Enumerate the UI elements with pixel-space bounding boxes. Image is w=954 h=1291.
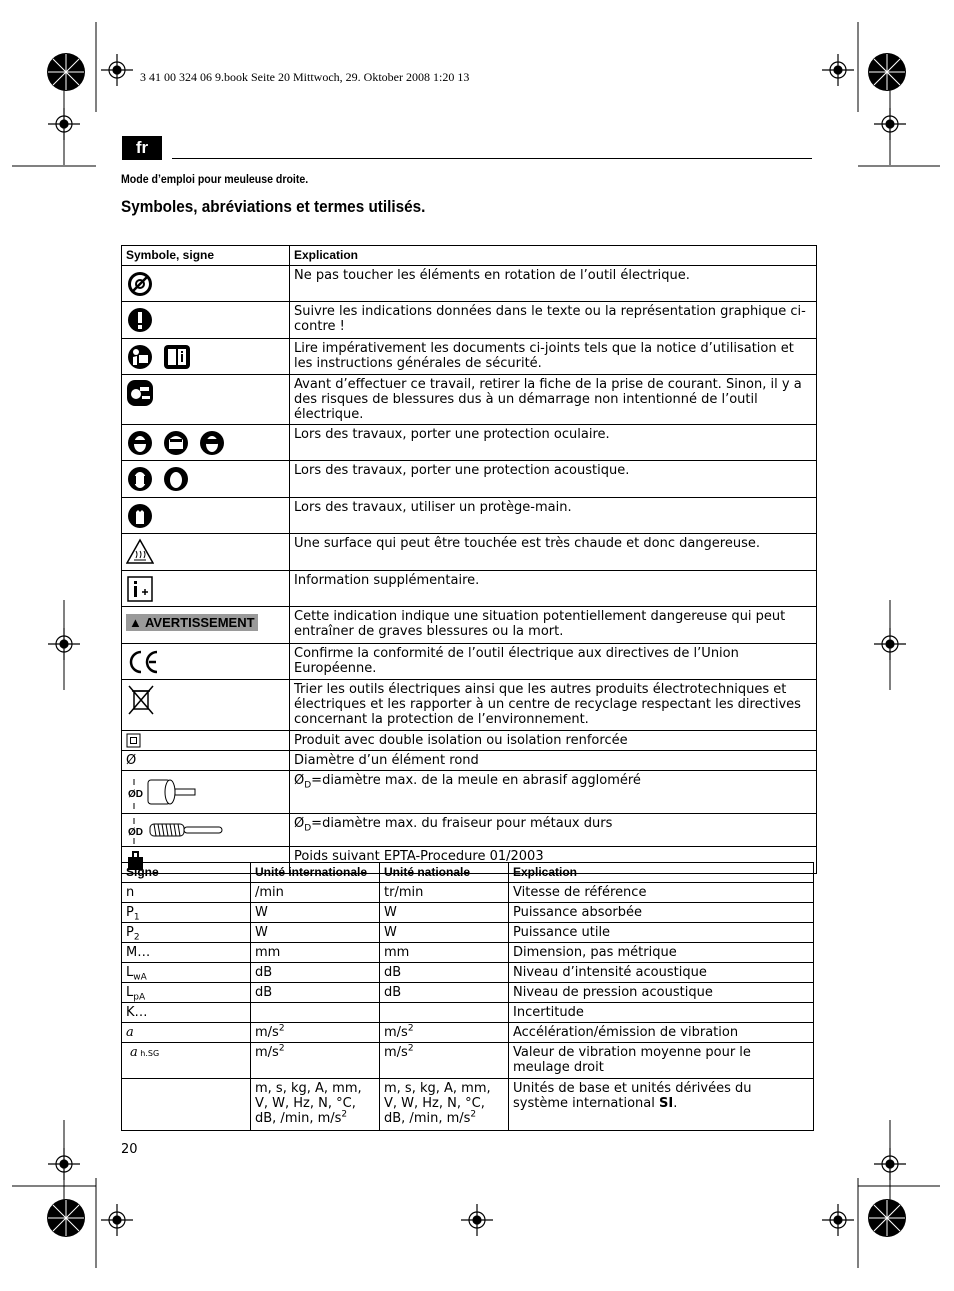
table-row: [122, 923, 814, 943]
ear-muffs-icon: [162, 463, 190, 493]
symbol-cell: [122, 375, 290, 425]
intl-cell: $m/s^2$: [251, 1043, 380, 1079]
diameter-sub: D: [304, 823, 312, 834]
expl-cell: Vitesse de référence: [509, 883, 814, 903]
unplug-icon: [126, 377, 154, 407]
document-subtitle: Mode d’emploi pour meuleuse droite.: [121, 172, 309, 186]
explication-cell: Suivre les indications données dans le texte ou la représentation graphique ci-contre !: [290, 302, 817, 339]
no-touch-rotating-icon: [126, 268, 154, 298]
table-row: [122, 983, 814, 1003]
diameter-sign: Ø: [294, 816, 305, 831]
symbols-table: [121, 245, 817, 874]
expl-cell: Unités de base et unités dérivées du système international SI.: [509, 1079, 814, 1131]
units-table: [121, 862, 814, 1131]
table-row: [122, 963, 814, 983]
col-header-symbol: Symbole, signe: [122, 246, 290, 266]
nat-cell: dB: [380, 983, 509, 1003]
table-row: [122, 1079, 814, 1131]
explication-cell: [290, 771, 817, 814]
sign-cell: $L_{wA}$: [122, 963, 251, 983]
nat-cell: $m/s^2$: [380, 1043, 509, 1079]
intl-cell: [251, 1003, 380, 1023]
hand-protection-icon: [126, 500, 154, 530]
carbide-cutter-diameter-icon: [126, 816, 226, 844]
intl-cell: W: [251, 923, 380, 943]
sign-cell: a: [122, 1023, 251, 1043]
info-icon: [126, 573, 154, 603]
intl-cell: W: [251, 903, 380, 923]
symbol-cell: [122, 425, 290, 461]
sign-cell: $L_{pA}$: [122, 983, 251, 1003]
header-rule: [172, 158, 812, 159]
book-info-line: 3 41 00 324 06 9.book Seite 20 Mittwoch, 29. Oktober 2008 1:20 13: [140, 70, 470, 84]
svg-text:ØD: ØD: [128, 789, 143, 800]
language-tag: fr: [122, 136, 162, 160]
expl-cell: Accélération/émission de vibration: [509, 1023, 814, 1043]
eye-protection-icon: [126, 427, 154, 457]
explication-cell: Ne pas toucher les éléments en rotation de l’outil électrique.: [290, 266, 817, 302]
table-row: [122, 1043, 814, 1079]
table-row: [122, 903, 814, 923]
section-title: Symboles, abréviations et termes utilisés.: [121, 197, 426, 216]
expl-cell: Puissance absorbée: [509, 903, 814, 923]
col-header-intl: Unité internationale: [251, 863, 380, 883]
diameter-sub: D: [304, 780, 312, 791]
symbol-cell: [122, 339, 290, 375]
symbol-cell: [122, 731, 290, 751]
sign-cell: K…: [122, 1003, 251, 1023]
expl-cell: Niveau d’intensité acoustique: [509, 963, 814, 983]
explication-cell: Lors des travaux, porter une protection oculaire.: [290, 425, 817, 461]
nat-cell: tr/min: [380, 883, 509, 903]
grinding-wheel-diameter-icon: [126, 773, 198, 811]
hot-surface-icon: [126, 536, 154, 566]
explication-text: =diamètre max. du fraiseur pour métaux durs: [311, 816, 613, 831]
explication-cell: Une surface qui peut être touchée est très chaude et donc dangereuse.: [290, 534, 817, 571]
double-insulation-icon: [126, 733, 142, 748]
diameter-symbol: Ø: [122, 751, 290, 771]
nat-cell: [380, 1003, 509, 1023]
symbol-cell: [122, 461, 290, 498]
symbol-cell: [122, 644, 290, 680]
table-row: [122, 1003, 814, 1023]
intl-cell: /min: [251, 883, 380, 903]
symbol-cell: [122, 302, 290, 339]
intl-cell: dB: [251, 963, 380, 983]
expl-cell: Niveau de pression acoustique: [509, 983, 814, 1003]
expl-cell: Valeur de vibration moyenne pour le meulage droit: [509, 1043, 814, 1079]
symbol-cell: [122, 771, 290, 814]
ear-protection-icon: [126, 463, 154, 493]
svg-text:ØD: ØD: [128, 827, 143, 838]
goggles-icon: [198, 427, 226, 457]
nat-cell: W: [380, 923, 509, 943]
sign-cell: a h.SG: [122, 1043, 251, 1079]
sign-cell: [122, 1079, 251, 1131]
col-header-sign: Signe: [122, 863, 251, 883]
sign-cell: $P_2$: [122, 923, 251, 943]
intl-cell: m, s, kg, A, mm, V, W, Hz, N, °C, dB, /min, $m/s^2$: [251, 1079, 380, 1131]
expl-cell: Puissance utile: [509, 923, 814, 943]
weee-bin-icon: [126, 682, 156, 716]
explication-text: =diamètre max. de la meule en abrasif aggloméré: [311, 773, 641, 788]
page-number: 20: [121, 1142, 138, 1157]
symbol-cell: [122, 498, 290, 534]
nat-cell: mm: [380, 943, 509, 963]
explication-cell: Produit avec double isolation ou isolation renforcée: [290, 731, 817, 751]
symbol-cell: [122, 571, 290, 607]
table-row: [122, 1023, 814, 1043]
explication-cell: [290, 814, 817, 847]
read-manual-icon: [126, 341, 154, 371]
face-shield-icon: [162, 427, 190, 457]
exclamation-icon: [126, 304, 154, 334]
explication-cell: Trier les outils électriques ainsi que les autres produits électrotechniques et électriques et les rapporter à un centre de recyclage respectant les directives concernant la protection de l’environnement.: [290, 680, 817, 731]
explication-cell: Cette indication indique une situation potentiellement dangereuse qui peut entraîner de graves blessures ou la mort.: [290, 607, 817, 644]
col-header-nat: Unité nationale: [380, 863, 509, 883]
warning-label-text: AVERTISSEMENT: [145, 615, 255, 630]
intl-cell: dB: [251, 983, 380, 1003]
explication-cell: Confirme la conformité de l’outil électrique aux directives de l’Union Européenne.: [290, 644, 817, 680]
diameter-sign: Ø: [294, 773, 305, 788]
col-header-expl: Explication: [509, 863, 814, 883]
explication-cell: Lors des travaux, porter une protection acoustique.: [290, 461, 817, 498]
ce-mark-icon: [126, 646, 160, 676]
manual-book-icon: [162, 341, 192, 371]
sign-cell: M…: [122, 943, 251, 963]
intl-cell: $m/s^2$: [251, 1023, 380, 1043]
nat-cell: dB: [380, 963, 509, 983]
nat-cell: m, s, kg, A, mm, V, W, Hz, N, °C, dB, /min, $m/s^2$: [380, 1079, 509, 1131]
col-header-explication: Explication: [290, 246, 817, 266]
sign-cell: n: [122, 883, 251, 903]
table-row: [122, 883, 814, 903]
explication-cell: Information supplémentaire.: [290, 571, 817, 607]
intl-cell: mm: [251, 943, 380, 963]
nat-cell: $m/s^2$: [380, 1023, 509, 1043]
symbol-cell: [122, 534, 290, 571]
warning-label: ▲ AVERTISSEMENT: [126, 614, 258, 631]
table-row: [122, 943, 814, 963]
sign-cell: $P_1$: [122, 903, 251, 923]
symbol-cell: [122, 814, 290, 847]
nat-cell: W: [380, 903, 509, 923]
symbol-cell: [122, 607, 290, 644]
explication-cell: Lire impérativement les documents ci-joints tels que la notice d’utilisation et les instructions générales de sécurité.: [290, 339, 817, 375]
explication-cell: Lors des travaux, utiliser un protège-main.: [290, 498, 817, 534]
explication-cell: Avant d’effectuer ce travail, retirer la fiche de la prise de courant. Sinon, il y a des risques de blessures dus à un démarrage non intentionné de l’outil électrique.: [290, 375, 817, 425]
explication-cell: Diamètre d’un élément rond: [290, 751, 817, 771]
explication-cell: Poids suivant EPTA-Procedure 01/2003: [290, 847, 817, 874]
symbol-cell: [122, 680, 290, 731]
expl-cell: Dimension, pas métrique: [509, 943, 814, 963]
symbol-cell: [122, 266, 290, 302]
expl-cell: Incertitude: [509, 1003, 814, 1023]
